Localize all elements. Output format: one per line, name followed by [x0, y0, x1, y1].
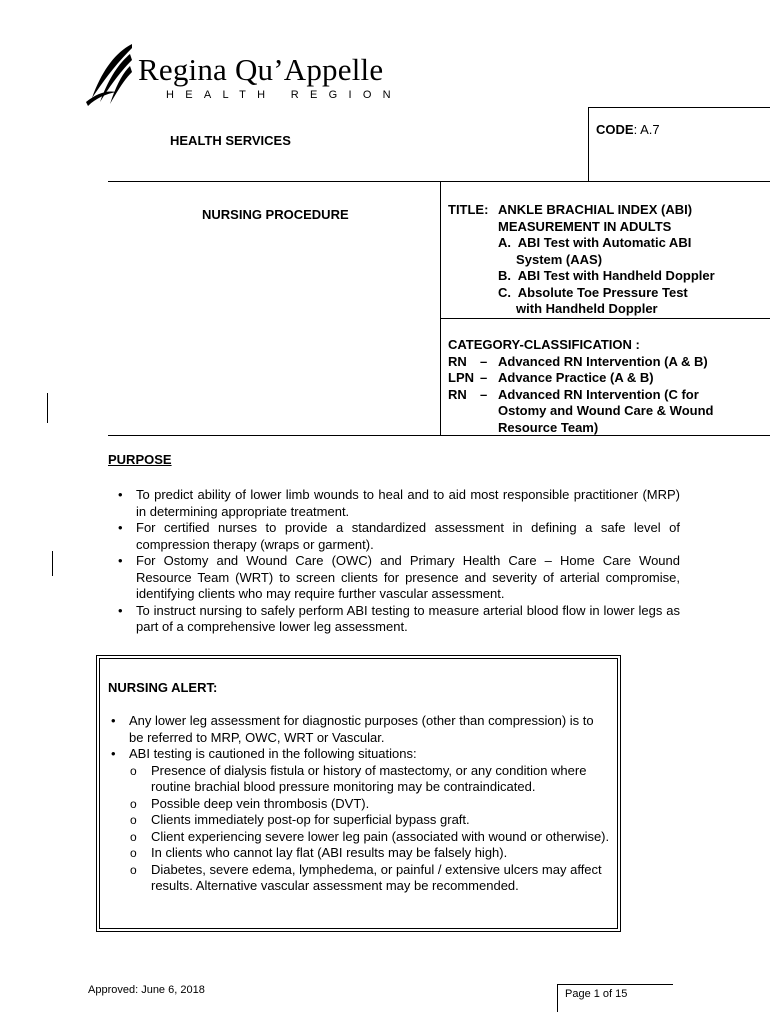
code-value: : A.7	[633, 122, 660, 137]
code-label: CODE	[596, 122, 634, 137]
title-text: A. ABI Test with Automatic ABI	[498, 235, 692, 250]
alert-subitem: o Presence of dialysis fistula or history of mastectomy, or any condition where routine brachial blood pressure monitoring may be contraindicated.	[130, 762, 587, 794]
code-box-top-line	[588, 107, 770, 108]
code-box-left-line	[588, 107, 589, 182]
bullet-icon: •	[111, 746, 116, 761]
circle-bullet-icon: o	[130, 846, 137, 860]
change-bar	[47, 393, 48, 423]
category-text: Advanced RN Intervention (C for	[498, 386, 699, 402]
header-divider	[108, 181, 770, 182]
purpose-item: • For Ostomy and Wound Care (OWC) and Primary Health Care – Home Care Wound Resource Team (WRT) to screen clients for presence and severity of arterial compromise, identifying clients who may require further vascular assessment.	[118, 553, 680, 601]
category-dash	[480, 420, 498, 437]
title-text: with Handheld Doppler	[498, 301, 658, 316]
title-prefix: TITLE:	[448, 202, 489, 217]
alert-subitem: o Diabetes, severe edema, lymphedema, or painful / extensive ulcers may affect results. Alternative vascular assessment may be recommended.	[130, 861, 602, 893]
alert-subitem: o Client experiencing severe lower leg pain (associated with wound or otherwise).	[130, 828, 610, 844]
purpose-item: • To predict ability of lower limb wounds to heal and to aid most responsible practitioner (MRP) in determining appropriate treatment.	[118, 487, 680, 519]
bullet-icon: •	[118, 602, 123, 618]
approved-date: Approved: June 6, 2018	[88, 984, 205, 996]
category-row	[448, 354, 713, 371]
bullet-icon: •	[118, 553, 123, 568]
category-row	[448, 403, 713, 420]
purpose-item: • To instruct nursing to safely perform ABI testing to measure arterial blood flow in lower legs as part of a comprehensive lower leg assessment.	[118, 602, 680, 634]
title-line	[448, 285, 715, 302]
category-row	[448, 370, 713, 387]
title-prefix	[448, 301, 498, 318]
title-line	[448, 301, 715, 318]
title-text: MEASUREMENT IN ADULTS	[498, 218, 672, 234]
page-box-top-line	[557, 984, 673, 985]
title-text: B. ABI Test with Handheld Doppler	[498, 268, 715, 283]
title-text: C. Absolute Toe Pressure Test	[498, 284, 688, 300]
bullet-icon: •	[118, 487, 123, 502]
code-field	[596, 122, 660, 137]
title-prefix	[448, 235, 498, 252]
category-role	[448, 420, 480, 437]
title-prefix	[448, 219, 498, 236]
purpose-section	[118, 487, 680, 636]
nursing-alert-list	[111, 713, 611, 895]
circle-bullet-icon: o	[130, 813, 137, 827]
category-role: RN	[448, 353, 467, 369]
bullet-icon: •	[118, 520, 123, 535]
category-dash: –	[480, 370, 488, 385]
page-number: Page 1 of 15	[565, 988, 628, 1000]
category-role: LPN	[448, 370, 474, 385]
title-prefix	[448, 252, 498, 269]
alert-subitem: o In clients who cannot lay flat (ABI results may be falsely high).	[130, 845, 508, 860]
category-classification	[448, 337, 713, 436]
alert-subitem: o Possible deep vein thrombosis (DVT).	[130, 795, 370, 811]
title-prefix	[448, 285, 498, 302]
title-line	[448, 268, 715, 285]
circle-bullet-icon: o	[130, 862, 137, 877]
circle-bullet-icon: o	[130, 763, 137, 778]
title-prefix	[448, 268, 498, 285]
circle-bullet-icon: o	[130, 829, 137, 844]
title-text: ANKLE BRACHIAL INDEX (ABI)	[498, 202, 693, 217]
title-line	[448, 219, 715, 236]
category-dash: –	[480, 386, 488, 402]
header-column-divider	[440, 181, 441, 436]
category-dash	[480, 403, 498, 420]
category-text: Advanced RN Intervention (A & B)	[498, 353, 708, 369]
page-box-left-line	[557, 984, 558, 1012]
alert-item: • ABI testing is cautioned in the following situations:	[111, 746, 417, 761]
health-services-label: HEALTH SERVICES	[170, 133, 291, 148]
procedure-title	[448, 202, 715, 318]
category-text: Advance Practice (A & B)	[498, 370, 654, 385]
purpose-heading: PURPOSE	[108, 452, 172, 467]
category-role: RN	[448, 386, 467, 402]
category-dash: –	[480, 353, 488, 369]
purpose-item: • For certified nurses to provide a standardized assessment in defining a safe level of compression therapy (wraps or garment).	[118, 520, 680, 552]
category-row	[448, 387, 713, 404]
regina-quappelle-logo-mark	[86, 44, 138, 111]
nursing-alert-heading: NURSING ALERT:	[108, 680, 218, 695]
title-line	[448, 202, 715, 219]
title-text: System (AAS)	[498, 251, 603, 267]
alert-subitem: o Clients immediately post-op for superficial bypass graft.	[130, 812, 470, 827]
category-role	[448, 403, 480, 420]
category-text: Ostomy and Wound Care & Wound	[498, 403, 714, 418]
logo-name: Regina Qu’Appelle	[138, 52, 384, 87]
bullet-icon: •	[111, 713, 116, 728]
change-bar	[52, 551, 53, 576]
alert-item: • Any lower leg assessment for diagnostic purposes (other than compression) is to be referred to MRP, OWC, WRT or Vascular.	[111, 713, 594, 745]
category-text: Resource Team)	[498, 419, 599, 435]
category-heading: CATEGORY-CLASSIFICATION :	[448, 337, 640, 352]
logo-subtitle: HEALTH REGION	[166, 89, 402, 101]
title-category-divider	[440, 318, 770, 319]
circle-bullet-icon: o	[130, 796, 137, 811]
title-line	[448, 252, 715, 269]
title-line	[448, 235, 715, 252]
nursing-procedure-label: NURSING PROCEDURE	[202, 207, 349, 222]
category-row	[448, 420, 713, 437]
